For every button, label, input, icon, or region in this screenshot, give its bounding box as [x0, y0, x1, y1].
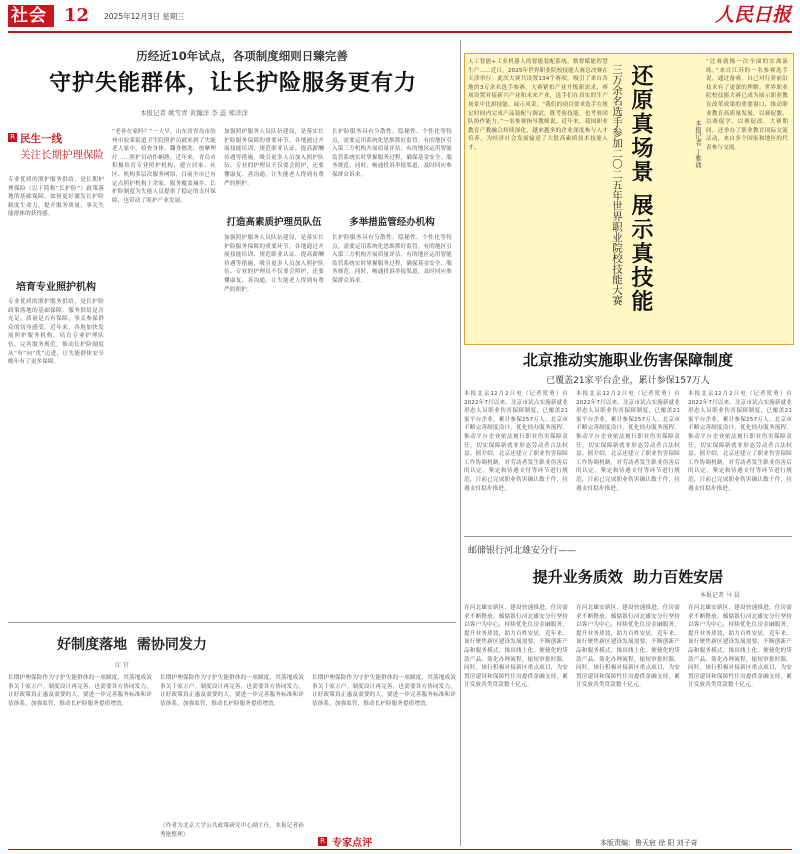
lead-col4-text-b: 长护险服务具有分散性、隐秘性、个性化等特点，需要运用系统化思维抓好监管。有的地区引入第三方机构开展质量评估，有的地区运用智能监管系统实时掌握服务过程，确保基金安全、服务规范。同时，畅通投诉举报渠道，及时回应参保群众诉求。 — [332, 235, 452, 284]
bank-text-3: 在河北雄安新区，建设快速推进，住房需求不断释放。邮储银行河北雄安分行坚持以客户为中心，持续优化住房金融服务，提升业务质效，助力百姓安居。近年来，该行聚焦新区建设发展需要，不断创新产品和服务模式，推出线上化、便捷化的贷款产品，简化办理流程，缩短审批时限。同时，该行积极对接新区重点项目，为安置房建设和保障性住房提供金融支持，累计发放各类贷款数十亿元。 — [688, 605, 792, 689]
lead-intro: 专业优质的照护服务供给，是长期护理保险（以下简称“长护险”）政策落地的基础保障。如何更好激发长护险制度生命力，提升服务质量，事关失能群体的获得感。 — [8, 177, 104, 218]
page-number: 12 — [64, 5, 90, 26]
corner-badge-icon: R — [318, 837, 327, 846]
lead-byline: 本报记者 姚雪青 黄瀚洋 李 蕊 郑洋洋 — [140, 109, 248, 117]
column-label — [8, 131, 104, 165]
bank-text-2: 在河北雄安新区，建设快速推进，住房需求不断释放。邮储银行河北雄安分行坚持以客户为中心，持续优化住房金融服务，提升业务质效，助力百姓安居。近年来，该行聚焦新区建设发展需要，不断创新产品和服务模式，推出线上化、便捷化的贷款产品，简化办理流程，缩短审批时限。同时，该行积极对接新区重点项目，为安置房建设和保障性住房提供金融支持，累计发放各类贷款数十亿元。 — [576, 605, 680, 689]
feature-text-1: 人工智能+工业机器人的智能装配系统、数智赋能智慧生产……近日，2025年世界职业院校技能大赛总决赛在天津举行。此次大赛共设置134个赛项，吸引了来自各地的3万余名选手参赛。大赛紧扣产业升级新需求，赛项设置对接新兴产业和未来产业，选手们在真实的生产场景中比拼技能、展示风采。“我们的项目要求选手在规定时间内完成产品装配与调试，既考验技能，也考验团队协作能力。”一名参赛指导教师说。近年来，我国职业教育产教融合持续深化，越来越多的企业深度参与人才培养，为经济社会发展输送了大批高素质技术技能人才。 — [468, 59, 608, 151]
bank-headline: 提升业务质效 助力百姓安居 — [532, 568, 724, 586]
page-column-divider — [460, 40, 461, 846]
bank-label: 邮储银行河北雄安分行—— — [468, 546, 577, 556]
column-subtitle: 关注长期护理保险 — [20, 149, 104, 161]
feature-byline-box — [694, 120, 704, 330]
commentary-text-1: 长期护理保险作为守护失能群体的一项制度，其落地成效事关千家万户。制度设计再完善，也需要各方协同发力，让好政策真正惠及需要的人。要进一步完善服务标准和评估体系，加强监管，推动长护险服务提质增效。 — [8, 675, 152, 707]
feature-headline: 还原真场景 展示真技能 — [628, 64, 654, 314]
editors-credit: 本版责编：鲁天宸 徐 阳 刘子奇 — [600, 839, 698, 847]
commentary-author: 江 宜 — [115, 662, 129, 669]
feature-byline: 本报记者 丁雅诵 — [694, 120, 702, 168]
commentary-divider — [8, 622, 456, 623]
lead-col1-text: 专业优质的照护服务供给，是长护险政策落地的基础保障。服务供给是否充足，质量是否有保障，事关参保群众的切身感受。近年来，各地加快发展照护服务机构，培育专业护理队伍，完善服务规范，推动长护险制度从“有”向“优”迈进，让失能群体安享晚年有了更多保障。 — [8, 299, 104, 366]
section-name: 社会 — [11, 6, 47, 26]
commentary-headline: 好制度落地 需协同发力 — [57, 637, 207, 653]
section-head-3: 多举措监管经办机构 — [349, 217, 435, 228]
footer-rule — [8, 849, 792, 850]
lead-kicker: 历经近10年试点，各项制度细则日臻完善 — [136, 49, 348, 63]
beijing-text-3: 本报北京12月2日电（记者贺勇）自2022年7月以来，北京市试点实施新就业形态人员职业伤害保障制度，已覆盖21家平台企业，累计参保157万人。北京市不断完善制度设计，优化经办服务流程，推动平台企业依法履行职业伤害保障责任，切实保障新就业形态劳动者合法权益。据介绍，北京还建立了职业伤害保障工作协调机制，对劳动者发生职业伤害后的认定、鉴定和待遇支付等环节进行规范，目前已完成职业伤害确认数千件，待遇支付稳步推进。 — [688, 391, 792, 492]
column-title: 民生一线 — [20, 133, 62, 145]
bank-text-1: 在河北雄安新区，建设快速推进，住房需求不断释放。邮储银行河北雄安分行坚持以客户为中心，持续优化住房金融服务，提升业务质效，助力百姓安居。近年来，该行聚焦新区建设发展需要，不断创新产品和服务模式，推出线上化、便捷化的贷款产品，简化办理流程，缩短审批时限。同时，该行积极对接新区重点项目，为安置房建设和保障性住房提供金融支持，累计发放各类贷款数十亿元。 — [464, 605, 568, 689]
lead-col3-text: 加强照护服务人员队伍建设，是落实长护险服务保障的重要环节。各地通过开展技能培训、规范职业认证、提高薪酬待遇等措施，吸引更多人员加入照护队伍。专业的护理员不仅要会照护，还要懂康复、善沟通，让失能老人得到有尊严的照护。 — [224, 129, 324, 187]
feature-headline-box — [628, 64, 684, 336]
issue-date: 2025年12月3日 星期三 — [104, 12, 185, 21]
feature-deck-text: 三万余名选手参加二〇二五年世界职业院校技能大赛 — [611, 64, 623, 306]
feature-text-2: “比赛就像一次全面的实战演练。”来自江苏的一名参赛选手说，通过备赛，自己对行业前沿技术有了更深的理解。世界职业院校技能大赛已成为展示职业教育改革成果的重要窗口，推动职业教育高质量发展，以赛促教、以赛促学、以赛促改。大赛期间，还举办了职业教育国际交流活动，来自多个国家和地区的代表参与交流。 — [706, 59, 788, 151]
bank-byline: 本报记者 马 晨 — [700, 592, 740, 599]
beijing-subheadline: 已覆盖21家平台企业，累计参保157万人 — [546, 376, 710, 386]
beijing-text-1: 本报北京12月2日电（记者贺勇）自2022年7月以来，北京市试点实施新就业形态人员职业伤害保障制度，已覆盖21家平台企业，累计参保157万人。北京市不断完善制度设计，优化经办服务流程，推动平台企业依法履行职业伤害保障责任，切实保障新就业形态劳动者合法权益。据介绍，北京还建立了职业伤害保障工作协调机制，对劳动者发生职业伤害后的认定、鉴定和待遇支付等环节进行规范，目前已完成职业伤害确认数千件，待遇支付稳步推进。 — [464, 391, 568, 492]
lead-col3-text-b: 加强照护服务人员队伍建设，是落实长护险服务保障的重要环节。各地通过开展技能培训、规范职业认证、提高薪酬待遇等措施，吸引更多人员加入照护队伍。专业的护理员不仅要会照护，还要懂康复、善沟通，让失能老人得到有尊严的照护。 — [224, 235, 324, 293]
bank-divider — [464, 536, 792, 537]
expert-corner-label — [318, 831, 372, 850]
lead-col4-text: 长护险服务具有分散性、隐秘性、个性化等特点，需要运用系统化思维抓好监管。有的地区引入第三方机构开展质量评估，有的地区运用智能监管系统实时掌握服务过程，确保基金安全、服务规范。同时，畅通投诉举报渠道，及时回应参保群众诉求。 — [332, 129, 452, 178]
lead-headline: 守护失能群体，让长护险服务更有力 — [48, 70, 417, 96]
beijing-headline: 北京推动实施职业伤害保障制度 — [522, 351, 733, 369]
commentary-text-3: 长期护理保险作为守护失能群体的一项制度，其落地成效事关千家万户。制度设计再完善，也需要各方协同发力，让好政策真正惠及需要的人。要进一步完善服务标准和评估体系，加强监管，推动长护险服务提质增效。 — [312, 675, 456, 707]
corner-label-text: 专家点评 — [332, 838, 373, 849]
beijing-text-2: 本报北京12月2日电（记者贺勇）自2022年7月以来，北京市试点实施新就业形态人员职业伤害保障制度，已覆盖21家平台企业，累计参保157万人。北京市不断完善制度设计，优化经办服务流程，推动平台企业依法履行职业伤害保障责任，切实保障新就业形态劳动者合法权益。据介绍，北京还建立了职业伤害保障工作协调机制，对劳动者发生职业伤害后的认定、鉴定和待遇支付等环节进行规范，目前已完成职业伤害确认数千件，待遇支付稳步推进。 — [576, 391, 680, 492]
lead-col2-text: “老孙在家吗？”一大早，山东省青岛市胶州市胶莱街道卫生院照护员就来到了失能老人家中。检查身体、翻身擦洗、按摩理疗……照护员动作娴熟。近年来，青岛市积极培育专业照护机构，建立居家、社区、机构多层次服务网络，目前全市已有定点照护机构千余家，服务覆盖城乡。长护险制度为失能人员提供了稳定的支付保障，也带动了照护产业发展。 — [112, 129, 216, 204]
section-head-1: 培育专业照护机构 — [16, 282, 96, 293]
commentary-source: （作者为北京大学公共政策研究中心副主任，本报记者孙秀艳整理） — [160, 823, 304, 838]
section-head-2: 打造高素质护理员队伍 — [226, 217, 322, 228]
masthead — [0, 0, 800, 34]
column-badge-icon: R — [8, 133, 17, 142]
feature-deck — [610, 64, 624, 336]
masthead-rule — [8, 31, 792, 33]
commentary-text-2: 长期护理保险作为守护失能群体的一项制度，其落地成效事关千家万户。制度设计再完善，也需要各方协同发力，让好政策真正惠及需要的人。要进一步完善服务标准和评估体系，加强监管，推动长护险服务提质增效。 — [160, 675, 304, 707]
newspaper-logo: 人民日报 — [715, 4, 792, 26]
